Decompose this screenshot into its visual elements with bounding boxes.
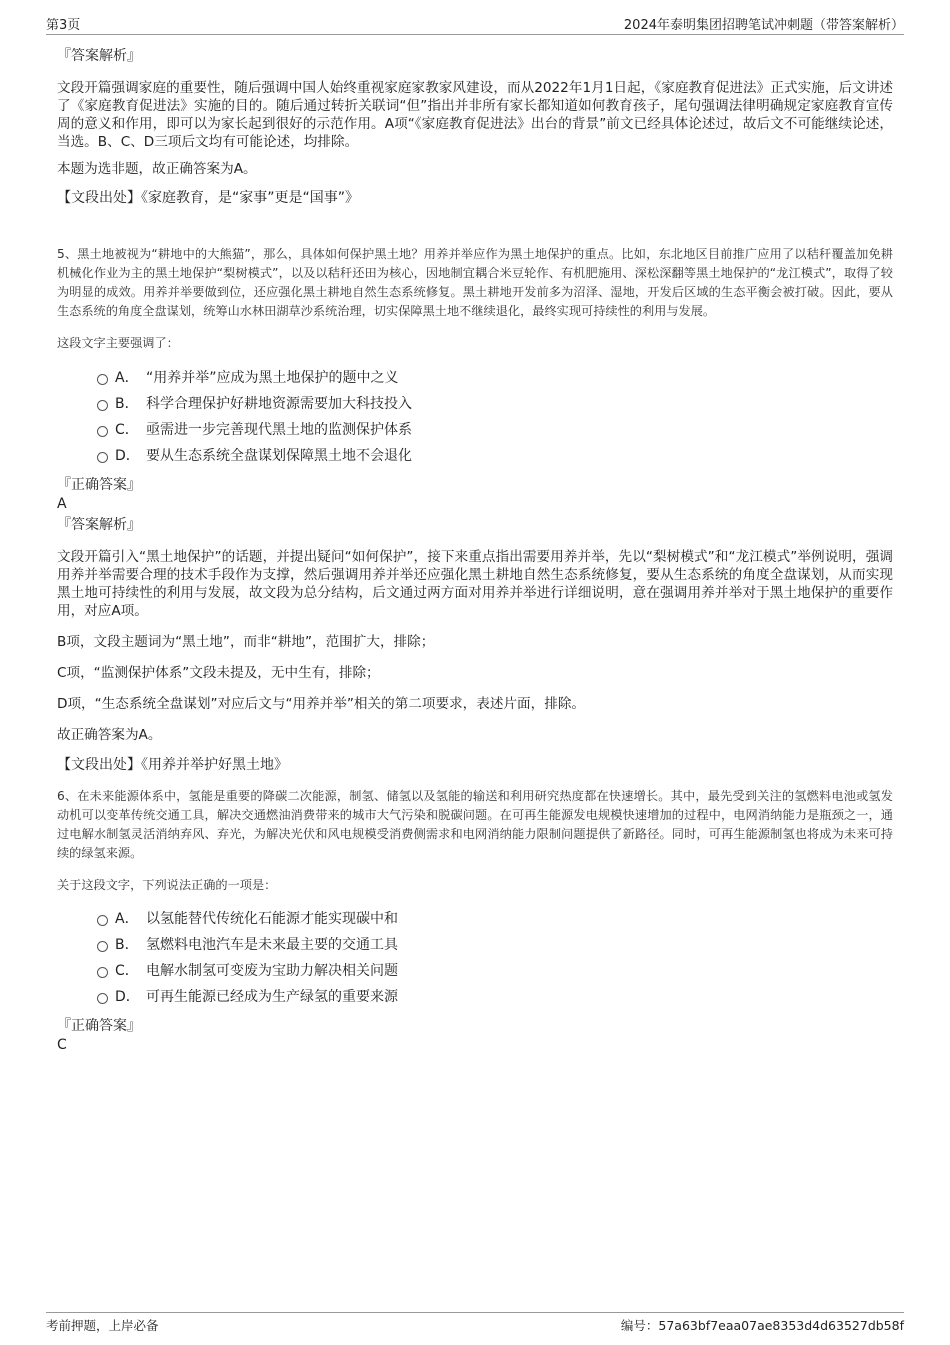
radio-icon[interactable]: [97, 915, 108, 926]
q5-answer: A: [57, 496, 67, 512]
q5-source: 【文段出处】《用养并举护好黑土地》: [57, 757, 288, 773]
q4-conclusion: 本题为选非题，故正确答案为A。: [57, 161, 257, 177]
radio-icon[interactable]: [97, 400, 108, 411]
analysis-label: 『答案解析』: [57, 517, 141, 533]
radio-icon[interactable]: [97, 452, 108, 463]
q5-analysis: 文段开篇引入“黑土地保护”的话题，并提出疑问“如何保护”，接下来重点指出需要用养并举，先以“梨树模式”和“龙江模式”举例说明，强调用养并举需要合理的技术手段作为支撑，然后强调用养并举还应强化黑土耕地自然生态系统修复，要从生态系统的角度全盘谋划，从而实现黑土地可持续性的利用与发展，故文段为总分结构，后文通过两方面对用养并举进行详细说明，意在强调用养并举对于黑土地保护的重要作用，对应A项。: [57, 549, 893, 619]
q5-conclusion: 故正确答案为A。: [57, 727, 162, 743]
q5-analysis-c: C项，“监测保护体系”文段未提及，无中生有，排除；: [57, 665, 380, 681]
document-title: 2024年泰明集团招聘笔试冲刺题（带答案解析）: [623, 18, 904, 33]
page-number: 第3页: [46, 18, 81, 33]
q6-options: [97, 906, 893, 1010]
q5-option-b[interactable]: B． 科学合理保护好耕地资源需要加大科技投入: [97, 391, 893, 417]
radio-icon[interactable]: [97, 967, 108, 978]
q5-analysis-d: D项，“生态系统全盘谋划”对应后文与“用养并举”相关的第二项要求，表述片面，排除。: [57, 696, 586, 712]
q5-options: [97, 365, 893, 469]
document-id-label: 编号：: [620, 1318, 659, 1333]
document-id-value: 57a63bf7eaa07ae8353d4d63527db58f: [658, 1318, 904, 1333]
q4-source: 【文段出处】《家庭教育，是“家事”更是“国事”》: [57, 190, 360, 206]
q5-option-c[interactable]: C． 亟需进一步完善现代黑土地的监测保护体系: [97, 417, 893, 443]
page-footer: [46, 1312, 904, 1343]
q4-analysis: 文段开篇强调家庭的重要性，随后强调中国人始终重视家庭家教家风建设，而从2022年1月1日起，《家庭教育促进法》正式实施，后文讲述了《家庭教育促进法》实施的目的。随后通过转折关联词“但”指出并非所有家长都知道如何教育孩子，尾句强调法律明确规定家庭教育宣传周的意义和作用，即可以为家长起到很好的示范作用。A项“《家庭教育促进法》出台的背景”前文已经具体论述过，故后文不可能继续论述，当选。B、C、D三项后文均有可能论述，均排除。: [57, 80, 893, 150]
q6-option-b[interactable]: B． 氢燃料电池汽车是未来最主要的交通工具: [97, 932, 893, 958]
q6-option-d[interactable]: D． 可再生能源已经成为生产绿氢的重要来源: [97, 984, 893, 1010]
page-header: [46, 14, 904, 35]
q5-option-d[interactable]: D． 要从生态系统全盘谋划保障黑土地不会退化: [97, 443, 893, 469]
radio-icon[interactable]: [97, 426, 108, 437]
analysis-label: 『答案解析』: [57, 48, 141, 64]
page-content: [57, 46, 893, 1056]
q6-answer: C: [57, 1037, 67, 1053]
q6-option-a[interactable]: A． 以氢能替代传统化石能源才能实现碳中和: [97, 906, 893, 932]
q5-text: 5、黑土地被视为“耕地中的大熊猫”，那么，具体如何保护黑土地？用养并举应作为黑土地保护的重点。比如，东北地区目前推广应用了以秸秆覆盖加免耕机械化作业为主的黑土地保护“梨树模式”，以及以秸秆还田为核心，因地制宜耦合米豆轮作、有机肥施用、深松深翻等黑土地保护的“龙江模式”，取得了较为明显的成效。用养并举要做到位，还应强化黑土耕地自然生态系统修复。黑土耕地开发前多为沼泽、湿地，开发后区域的生态平衡会被打破。因此，要从生态系统的角度全盘谋划，统筹山水林田湖草沙系统治理，切实保障黑土地不继续退化，最终实现可持续性的利用与发展。: [57, 247, 893, 318]
q6-text: 6、在未来能源体系中，氢能是重要的降碳二次能源，制氢、储氢以及氢能的输送和利用研究热度都在快速增长。其中，最先受到关注的氢燃料电池或氢发动机可以变革传统交通工具，解决交通燃油消费带来的城市大气污染和脱碳问题。在可再生能源发电规模快速增加的过程中，电网消纳能力是瓶颈之一，通过电解水制氢灵活消纳弃风、弃光，为解决光伏和风电规模受消费侧需求和电网消纳能力限制问题提供了新路径。同时，可再生能源制氢也将成为未来可持续的绿氢来源。: [57, 789, 893, 860]
q6-option-c[interactable]: C． 电解水制氢可变废为宝助力解决相关问题: [97, 958, 893, 984]
radio-icon[interactable]: [97, 374, 108, 385]
radio-icon[interactable]: [97, 993, 108, 1004]
q6-prompt: 关于这段文字，下列说法正确的一项是：: [57, 878, 277, 892]
q5-analysis-b: B项，文段主题词为“黑土地”，而非“耕地”，范围扩大，排除；: [57, 634, 435, 650]
q5-option-a[interactable]: A． “用养并举”应成为黑土地保护的题中之义: [97, 365, 893, 391]
footer-slogan: 考前押题，上岸必备: [46, 1318, 159, 1333]
correct-answer-label: 『正确答案』: [57, 477, 141, 493]
q5-prompt: 这段文字主要强调了：: [57, 336, 179, 350]
correct-answer-label: 『正确答案』: [57, 1018, 141, 1034]
document-id: [621, 1316, 904, 1334]
radio-icon[interactable]: [97, 941, 108, 952]
